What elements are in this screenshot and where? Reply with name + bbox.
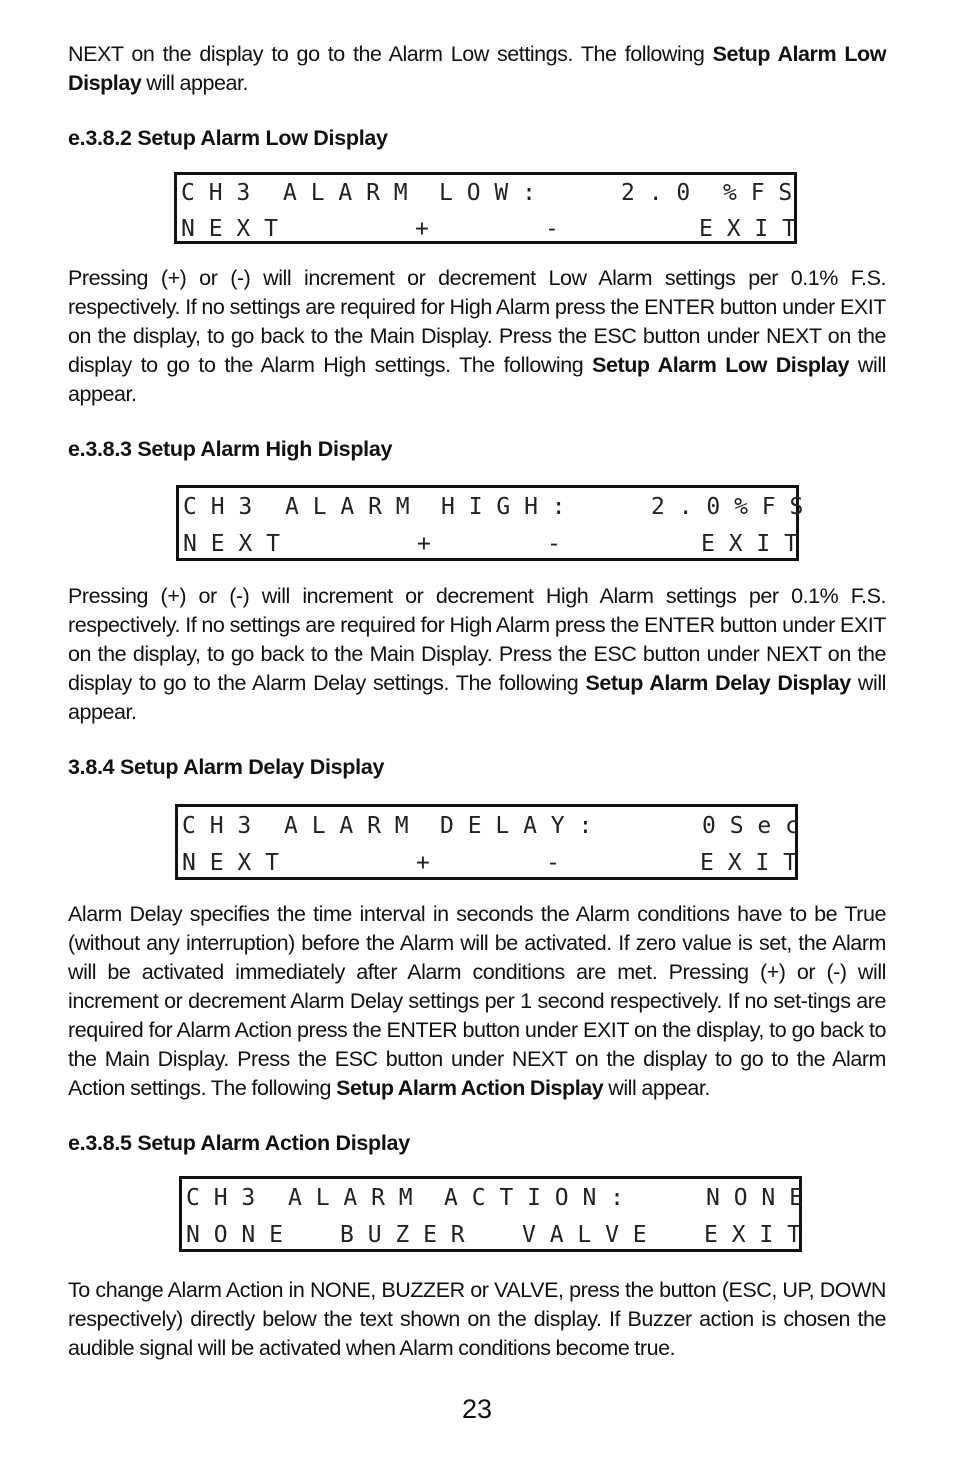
lcd-cell: L O W : [439,180,536,206]
lcd-cell: N E X T [183,531,280,557]
lcd-cell: N O N E [186,1222,283,1248]
page-number: 23 [461,1394,493,1424]
lcd-alarm-low [174,172,797,244]
lcd-cell: E X I T [704,1222,801,1248]
lcd-cell: C H 3 [186,1185,256,1211]
lcd-cell: E X I T [699,216,796,242]
heading-alarm-high: e.3.8.3 Setup Alarm High Display [68,437,393,461]
lcd-cell: A L A R M [288,1185,413,1211]
lcd-cell: H I G H : [441,494,566,520]
lcd-cell: C H 3 [182,813,252,839]
para-text-end: will appear. [68,353,886,406]
lcd-cell: D E L A Y : [440,813,593,839]
lcd-cell: 2 . 0 [621,180,691,206]
lcd-cell: - [545,216,559,242]
intro-text: NEXT on the display to go to the Alarm Low settings. The following [68,42,713,66]
lcd-cell: B U Z E R [340,1222,465,1248]
lcd-row-2 [179,526,796,562]
lcd-cell: 0 S e c [702,813,799,839]
lcd-cell: C H 3 [181,180,251,206]
para-text: Alarm Delay specifies the time interval in seconds the Alarm conditions have to be True (without any interruption) before the Alarm will be activated. If zero value is set, the Alarm will be activated immediately after Alarm conditions are met. Pressing (+) or (-) will increment or decrement Alarm Delay settings per 1 second respectively. If no set-tings are required for Alarm Action press the ENTER button under EXIT on the display, to go back to the Main Display. Press the ESC button under NEXT on the display to go to the Alarm Action settings. The following [68,902,886,1100]
lcd-cell: N E X T [181,216,278,242]
lcd-cell: A L A R M [283,180,408,206]
lcd-row-1 [177,175,794,211]
lcd-cell: N O N E [706,1185,803,1211]
para-alarm-high [68,582,886,727]
lcd-row-1 [182,1180,803,1216]
lcd-alarm-delay [175,804,798,880]
para-alarm-action [68,1276,886,1363]
lcd-row-2 [178,845,795,881]
para-text: To change Alarm Action in NONE, BUZZER or VALVE, press the button (ESC, UP, DOWN respectively) directly below the text shown on the display. If Buzzer action is chosen the audible signal will be activated when Alarm conditions become true. [68,1278,886,1360]
intro-bold: Setup Alarm Low Display [68,42,886,95]
lcd-row-2 [177,211,794,247]
intro-text-end: will appear. [141,71,249,95]
heading-alarm-low: e.3.8.2 Setup Alarm Low Display [68,126,388,150]
heading-alarm-action: e.3.8.5 Setup Alarm Action Display [68,1131,410,1155]
lcd-cell: A C T I O N : [444,1185,625,1211]
lcd-alarm-high [176,485,804,561]
para-text-end: will appear. [68,671,886,724]
lcd-cell: - [547,531,561,557]
heading-alarm-delay: 3.8.4 Setup Alarm Delay Display [68,755,385,779]
lcd-row-2 [182,1217,799,1253]
lcd-cell: + [416,850,430,876]
para-alarm-low [68,264,886,409]
para-bold: Setup Alarm Action Display [336,1076,604,1100]
lcd-cell: N E X T [182,850,279,876]
lcd-cell: + [415,216,429,242]
lcd-cell: A L A R M [284,813,409,839]
para-bold: Setup Alarm Low Display [592,353,850,377]
lcd-cell: + [417,531,431,557]
para-text-end: will appear. [603,1076,710,1100]
lcd-cell: 2 . 0 % F S [651,494,804,520]
lcd-cell: % F S [723,180,793,206]
intro-paragraph [68,40,886,98]
lcd-cell: E X I T [700,850,797,876]
lcd-cell: A L A R M [285,494,410,520]
para-alarm-delay [68,900,886,1103]
lcd-cell: - [546,850,560,876]
lcd-alarm-action [179,1176,802,1252]
lcd-cell: V A L V E [522,1222,647,1248]
para-text: Pressing (+) or (-) will increment or decrement Low Alarm settings per 0.1% F.S. respectively. If no settings are required for High Alarm press the ENTER button under EXIT on the display, to go back to the Main Display. Press the ESC button under NEXT on the display to go to the Alarm High settings. The following [68,266,886,377]
lcd-row-1 [179,489,804,525]
lcd-row-1 [178,808,799,844]
para-text: Pressing (+) or (-) will increment or decrement High Alarm settings per 0.1% F.S. respectively. If no settings are required for High Alarm press the ENTER button under EXIT on the display, to go back to the Main Display. Press the ESC button under NEXT on the display to go to the Alarm Delay settings. The following [68,584,886,695]
lcd-cell: E X I T [701,531,798,557]
para-bold: Setup Alarm Delay Display [585,671,851,695]
lcd-cell: C H 3 [183,494,253,520]
